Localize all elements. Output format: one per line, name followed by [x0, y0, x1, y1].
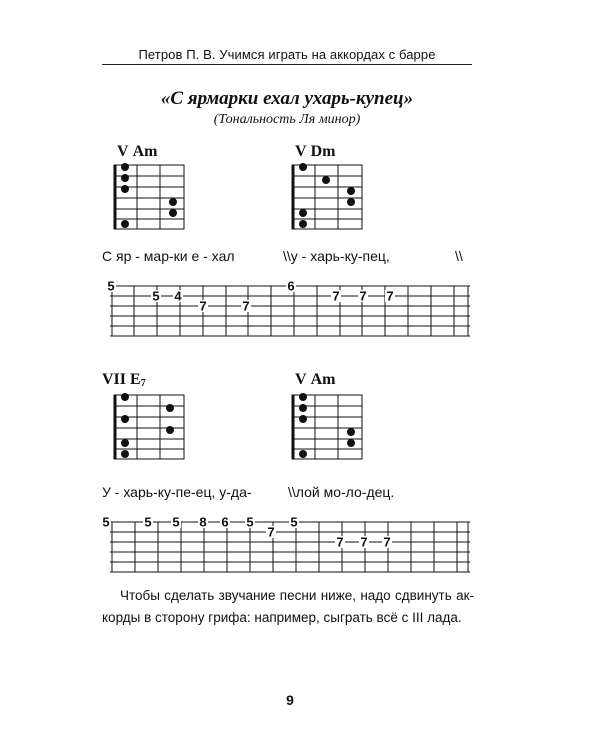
chord-sub: 7: [140, 378, 146, 389]
tab-note: 7: [386, 288, 394, 304]
tab-note: 7: [383, 534, 391, 550]
finger-dot: [299, 404, 307, 412]
finger-dot: [299, 163, 307, 171]
tab-note: 5: [246, 514, 254, 530]
tablature-2: [100, 506, 480, 576]
tab-note: 5: [152, 288, 160, 304]
finger-dot: [299, 393, 307, 401]
chord-label-1: [117, 143, 157, 161]
tab-note: 5: [172, 514, 180, 530]
finger-dot: [169, 209, 177, 217]
chord-name: E: [130, 371, 141, 388]
tab-note: 7: [332, 288, 340, 304]
chord-label-2: [295, 143, 335, 161]
paragraph-line-2: корды в сторону грифа: например, сыграть всё с III лада.: [102, 610, 462, 625]
chord-fret: V: [295, 371, 307, 388]
finger-dot: [121, 439, 129, 447]
tab-note: 4: [174, 288, 182, 304]
tab-note: 6: [287, 278, 295, 294]
finger-dot: [169, 198, 177, 206]
chord-name: Am: [310, 371, 336, 388]
finger-dot: [166, 404, 174, 412]
tab-note: 6: [221, 514, 229, 530]
finger-dot: [299, 209, 307, 217]
lyric-line-2b: \\лой мо-ло-дец.: [288, 484, 395, 500]
finger-dot: [121, 174, 129, 182]
header-rule: [102, 64, 472, 65]
lyric-line-2a: У - харь-ку-пе-ец, у-да-: [102, 484, 252, 500]
finger-dot: [322, 176, 330, 184]
finger-dot: [299, 450, 307, 458]
chord-fret: V: [117, 143, 129, 160]
finger-dot: [347, 439, 355, 447]
song-key: (Тональность Ля минор): [213, 112, 361, 127]
chord-name: Dm: [310, 143, 336, 160]
tab-note: 5: [290, 514, 298, 530]
paragraph-line-1: Чтобы сделать звучание песни ниже, надо сдвинуть ак-: [120, 588, 474, 603]
chord-fret: VII: [102, 371, 127, 388]
finger-dot: [121, 415, 129, 423]
finger-dot: [121, 450, 129, 458]
tab-note: 7: [336, 534, 344, 550]
tab-note: 7: [359, 288, 367, 304]
tab-note: 7: [199, 298, 207, 314]
finger-dot: [121, 163, 129, 171]
finger-dot: [347, 198, 355, 206]
finger-dot: [347, 187, 355, 195]
chord-label-3: [102, 371, 146, 389]
page-number: 9: [286, 692, 294, 708]
note-paragraph: [102, 585, 474, 629]
finger-dot: [121, 185, 129, 193]
lyric-line-1a: С яр - мар-ки е - хал: [102, 248, 235, 264]
lyric-line-1c: \\: [455, 248, 463, 264]
running-header: Петров П. В. Учимся играть на аккордах с барре: [138, 47, 436, 62]
tab-note: 5: [144, 514, 152, 530]
tab-note: 8: [199, 514, 207, 530]
finger-dot: [299, 220, 307, 228]
tablature-1: [100, 270, 480, 340]
chord-diagram-2: [288, 160, 368, 236]
chord-label-4: [295, 371, 335, 389]
chord-diagram-3: [110, 390, 190, 466]
tab-note: 5: [107, 278, 115, 294]
finger-dot: [166, 426, 174, 434]
chord-fret: V: [295, 143, 307, 160]
tab-note: 7: [242, 298, 250, 314]
tab-note: 5: [102, 514, 110, 530]
tab-note: 7: [267, 524, 275, 540]
chord-diagram-4: [288, 390, 368, 466]
finger-dot: [121, 220, 129, 228]
chord-name: Am: [132, 143, 158, 160]
lyric-line-1b: \\у - харь-ку-пец,: [283, 248, 390, 264]
finger-dot: [299, 415, 307, 423]
finger-dot: [347, 428, 355, 436]
tab-note: 7: [360, 534, 368, 550]
chord-diagram-1: [110, 160, 190, 236]
finger-dot: [121, 393, 129, 401]
song-title: «С ярмарки ехал ухарь-купец»: [160, 88, 414, 109]
